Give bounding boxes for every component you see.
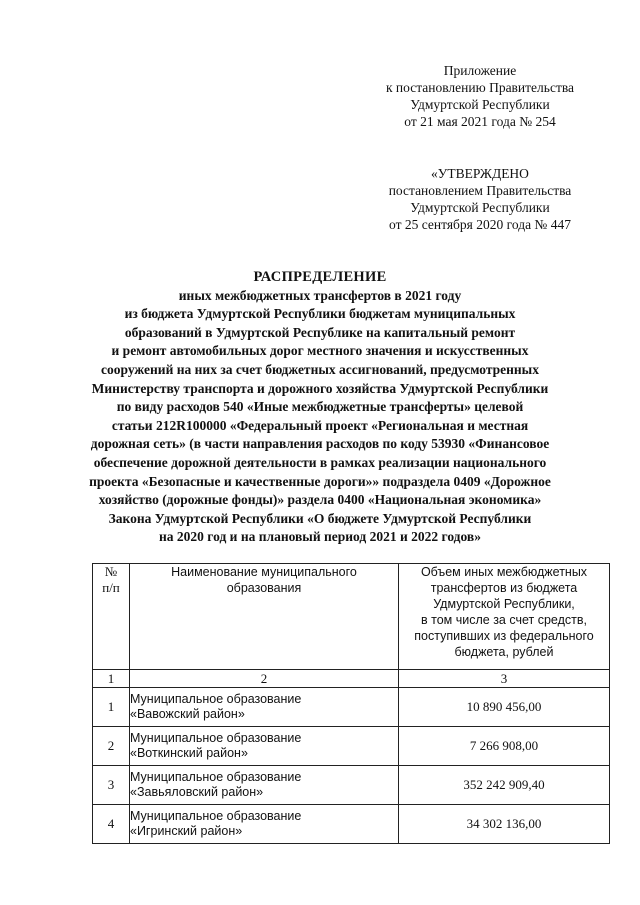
document-heading: РАСПРЕДЕЛЕНИЕ (253, 269, 387, 285)
header-amount-line: Удмуртской Республики, (433, 597, 575, 611)
row-number: 4 (93, 805, 130, 844)
title-line: проекта «Безопасные и качественные дороги»» подраздела 0409 «Дорожное (89, 473, 551, 489)
header-amount-line: Объем иных межбюджетных (420, 565, 588, 579)
header-num-line: № (104, 564, 118, 579)
municipality-name-line: «Воткинский район» (130, 746, 248, 760)
appendix-note (330, 62, 630, 130)
title-line: хозяйство (дорожные фонды)» раздела 0400 «Национальная экономика» (98, 492, 542, 508)
municipality-name (130, 727, 399, 766)
municipality-name (130, 688, 399, 727)
municipality-name-line: «Завьяловский район» (130, 785, 264, 799)
header-amount-line: поступивших из федерального (414, 629, 594, 643)
column-index-row (93, 670, 610, 688)
title-line: на 2020 год и на плановый период 2021 и 2022 годов» (159, 529, 481, 545)
table-row (93, 688, 610, 727)
title-line: дорожная сеть» (в части направления расходов по коду 53930 «Финансовое (90, 436, 550, 452)
transfer-amount: 352 242 909,40 (399, 766, 610, 805)
approval-line: Удмуртской Республики (410, 200, 550, 215)
header-name-line: образования (226, 581, 302, 595)
document-title (40, 268, 600, 547)
table-header-row (93, 564, 610, 670)
title-line: из бюджета Удмуртской Республики бюджетам муниципальных (124, 306, 516, 322)
title-line: Министерству транспорта и дорожного хозяйства Удмуртской Республики (91, 380, 549, 396)
municipality-name-line: Муниципальное образование (130, 692, 302, 706)
approval-line: «УТВЕРЖДЕНО (431, 166, 529, 181)
header-name-line: Наименование муниципального (171, 565, 357, 579)
column-index: 1 (93, 670, 130, 688)
title-line: по виду расходов 540 «Иные межбюджетные трансферты» целевой (116, 399, 524, 415)
approval-line: от 25 сентября 2020 года № 447 (389, 217, 571, 232)
title-line: статьи 212R100000 «Федеральный проект «Региональная и местная (111, 417, 529, 433)
column-index: 3 (399, 670, 610, 688)
municipality-name-line: «Игринский район» (130, 824, 243, 838)
row-number: 1 (93, 688, 130, 727)
header-num-line: п/п (102, 580, 120, 595)
appendix-line: Удмуртской Республики (410, 97, 550, 112)
title-line: обеспечение дорожной деятельности в рамках реализации национального (93, 454, 547, 470)
transfer-amount: 34 302 136,00 (399, 805, 610, 844)
title-line: и ремонт автомобильных дорог местного значения и искусственных (111, 343, 529, 359)
title-line: образований в Удмуртской Республике на капитальный ремонт (124, 324, 516, 340)
header-name (130, 564, 399, 670)
column-index: 2 (130, 670, 399, 688)
municipality-name-line: Муниципальное образование (130, 809, 302, 823)
transfer-amount: 7 266 908,00 (399, 727, 610, 766)
header-amount-line: трансфертов из бюджета (430, 581, 578, 595)
municipality-name-line: «Вавожский район» (130, 707, 245, 721)
header-amount-line: в том числе за счет средств, (421, 613, 587, 627)
header-amount-line: бюджета, рублей (454, 645, 554, 659)
municipality-name-line: Муниципальное образование (130, 770, 302, 784)
title-line: иных межбюджетных трансфертов в 2021 году (178, 287, 462, 303)
appendix-line: к постановлению Правительства (385, 80, 575, 95)
approval-note (330, 165, 630, 233)
municipality-name (130, 805, 399, 844)
row-number: 2 (93, 727, 130, 766)
header-num (93, 564, 130, 670)
distribution-table (92, 563, 610, 844)
municipality-name (130, 766, 399, 805)
title-line: сооружений на них за счет бюджетных ассигнований, предусмотренных (101, 361, 539, 377)
appendix-line: от 21 мая 2021 года № 254 (404, 114, 556, 129)
approval-line: постановлением Правительства (388, 183, 572, 198)
transfer-amount: 10 890 456,00 (399, 688, 610, 727)
title-line: Закона Удмуртской Республики «О бюджете Удмуртской Республики (108, 510, 532, 526)
table-row (93, 727, 610, 766)
table-row (93, 805, 610, 844)
table-row (93, 766, 610, 805)
municipality-name-line: Муниципальное образование (130, 731, 302, 745)
appendix-line: Приложение (443, 63, 517, 78)
row-number: 3 (93, 766, 130, 805)
header-amount (399, 564, 610, 670)
